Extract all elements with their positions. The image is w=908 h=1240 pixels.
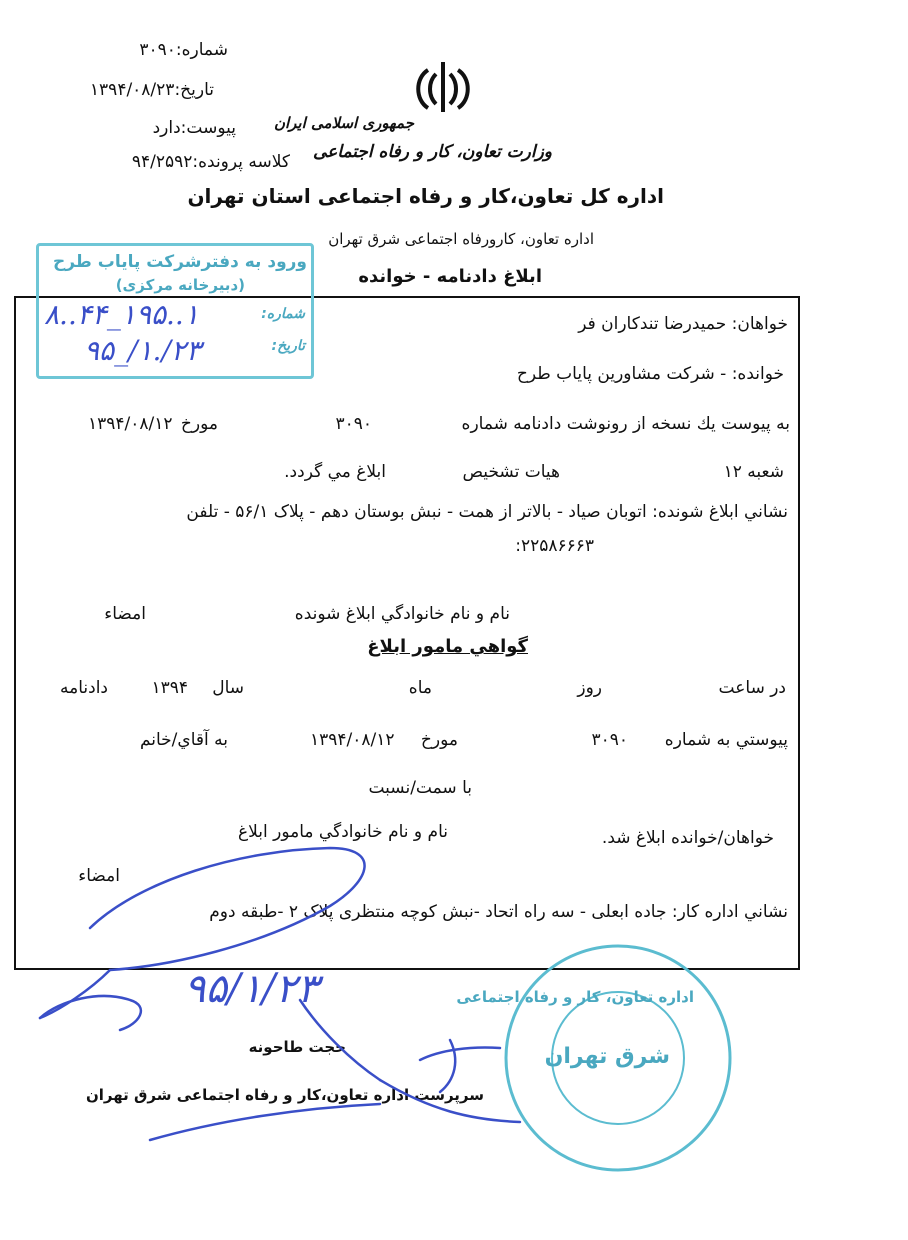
office-address: نشاني اداره كار: جاده ابعلی - سه راه اتحاد -نبش کوچه منتظری پلاک ۲ -طبقه دوم xyxy=(209,902,788,922)
defendant-line: خوانده: - شرکت مشاورین پایاب طرح xyxy=(516,364,784,384)
signer-name: حجت طاحونه xyxy=(248,1038,346,1056)
at-hour: در ساعت xyxy=(718,678,786,698)
stamp-number-label: شماره: xyxy=(261,306,305,322)
attachment-number-label: پيوستي به شماره xyxy=(664,730,788,750)
dated-label: مورخ xyxy=(420,730,458,750)
stamp-date-handwritten: ۹۵_/۱./۲۳ xyxy=(84,334,201,367)
stamp-number-handwritten: ۸..۴۴_۱۹۵..۱ xyxy=(44,298,199,331)
certificate-title: گواهي مامور ابلاغ xyxy=(367,636,528,657)
to-mr-mrs: به آقاي/خانم xyxy=(139,730,228,750)
enclosure-text: به پیوست يك نسخه از رونوشت دادنامه شماره xyxy=(461,414,790,434)
notified-text: ابلاغ مي گردد. xyxy=(284,462,386,482)
file-class: کلاسه پرونده:۹۴/۲۵۹۲ xyxy=(131,152,290,172)
stamp-line1: ورود به دفترشرکت پایاب طرح xyxy=(52,252,307,272)
notice-title: ابلاغ دادنامه - خوانده xyxy=(358,266,542,287)
verdict-word: دادنامه xyxy=(60,678,108,698)
letter-number: شماره:۳۰۹۰ xyxy=(139,40,228,60)
enclosure-date-label: مورخ xyxy=(180,414,218,434)
emblem-line1: جمهوری اسلامی ایران xyxy=(273,114,414,132)
address-line2: ۲۲۵۸۶۶۶۳: xyxy=(515,536,594,556)
attachment-number-value: ۳۰۹۰ xyxy=(591,730,628,750)
dated-value: ۱۳۹۴/۰۸/۱۲ xyxy=(310,730,395,750)
sub-title: اداره تعاون، کارورفاه اجتماعی شرق تهران xyxy=(328,230,594,248)
main-title: اداره کل تعاون،کار و رفاه اجتماعی استان تهران xyxy=(187,184,664,208)
address-line1: نشاني ابلاغ شونده: اتوبان صیاد - بالاتر از همت - نبش بوستان دهم - پلاک ۵۶/۱ - تلفن xyxy=(186,502,788,522)
stamp-line2: (دبیرخانه مرکزی) xyxy=(115,276,245,294)
board: هيات تشخيص xyxy=(462,462,560,482)
letter-date: تاریخ:۱۳۹۴/۰۸/۲۳ xyxy=(89,80,214,100)
emblem-line2: وزارت تعاون، کار و رفاه اجتماعی xyxy=(312,142,552,162)
position-label: با سمت/نسبت xyxy=(368,778,472,798)
day-label: روز xyxy=(577,678,602,698)
seal-center-text: شرق تهران xyxy=(544,1044,670,1069)
letter-attachment: پیوست:دارد xyxy=(152,118,236,138)
officer-signature-label: امضاء xyxy=(78,866,120,886)
enclosure-date: ۱۳۹۴/۰۸/۱۲ xyxy=(88,414,173,434)
year-value: ۱۳۹۴ xyxy=(151,678,188,698)
seal-outer-text: اداره تعاون، کار و رفاه اجتماعی xyxy=(456,988,694,1006)
officer-name-label: نام و نام خانوادگي مامور ابلاغ xyxy=(238,822,448,842)
plaintiff-line: خواهان: حمیدرضا تندکاران فر xyxy=(578,314,788,334)
party-notified: خواهان/خوانده ابلاغ شد. xyxy=(601,828,774,848)
branch: شعبه ۱۲ xyxy=(723,462,784,482)
recipient-signature-label: امضاء xyxy=(104,604,146,624)
notice-frame xyxy=(14,296,800,970)
handwritten-date: ۹۵/۱/۲۳ xyxy=(184,966,319,1012)
recipient-name-label: نام و نام خانوادگي ابلاغ شونده xyxy=(294,604,510,624)
stamp-date-label: تاریخ: xyxy=(271,338,305,354)
year-label: سال xyxy=(212,678,244,698)
month-label: ماه xyxy=(408,678,432,698)
enclosure-number: ۳۰۹۰ xyxy=(335,414,372,434)
signer-title: سرپرست اداره تعاون،کار و رفاه اجتماعی شرق تهران xyxy=(85,1086,484,1104)
